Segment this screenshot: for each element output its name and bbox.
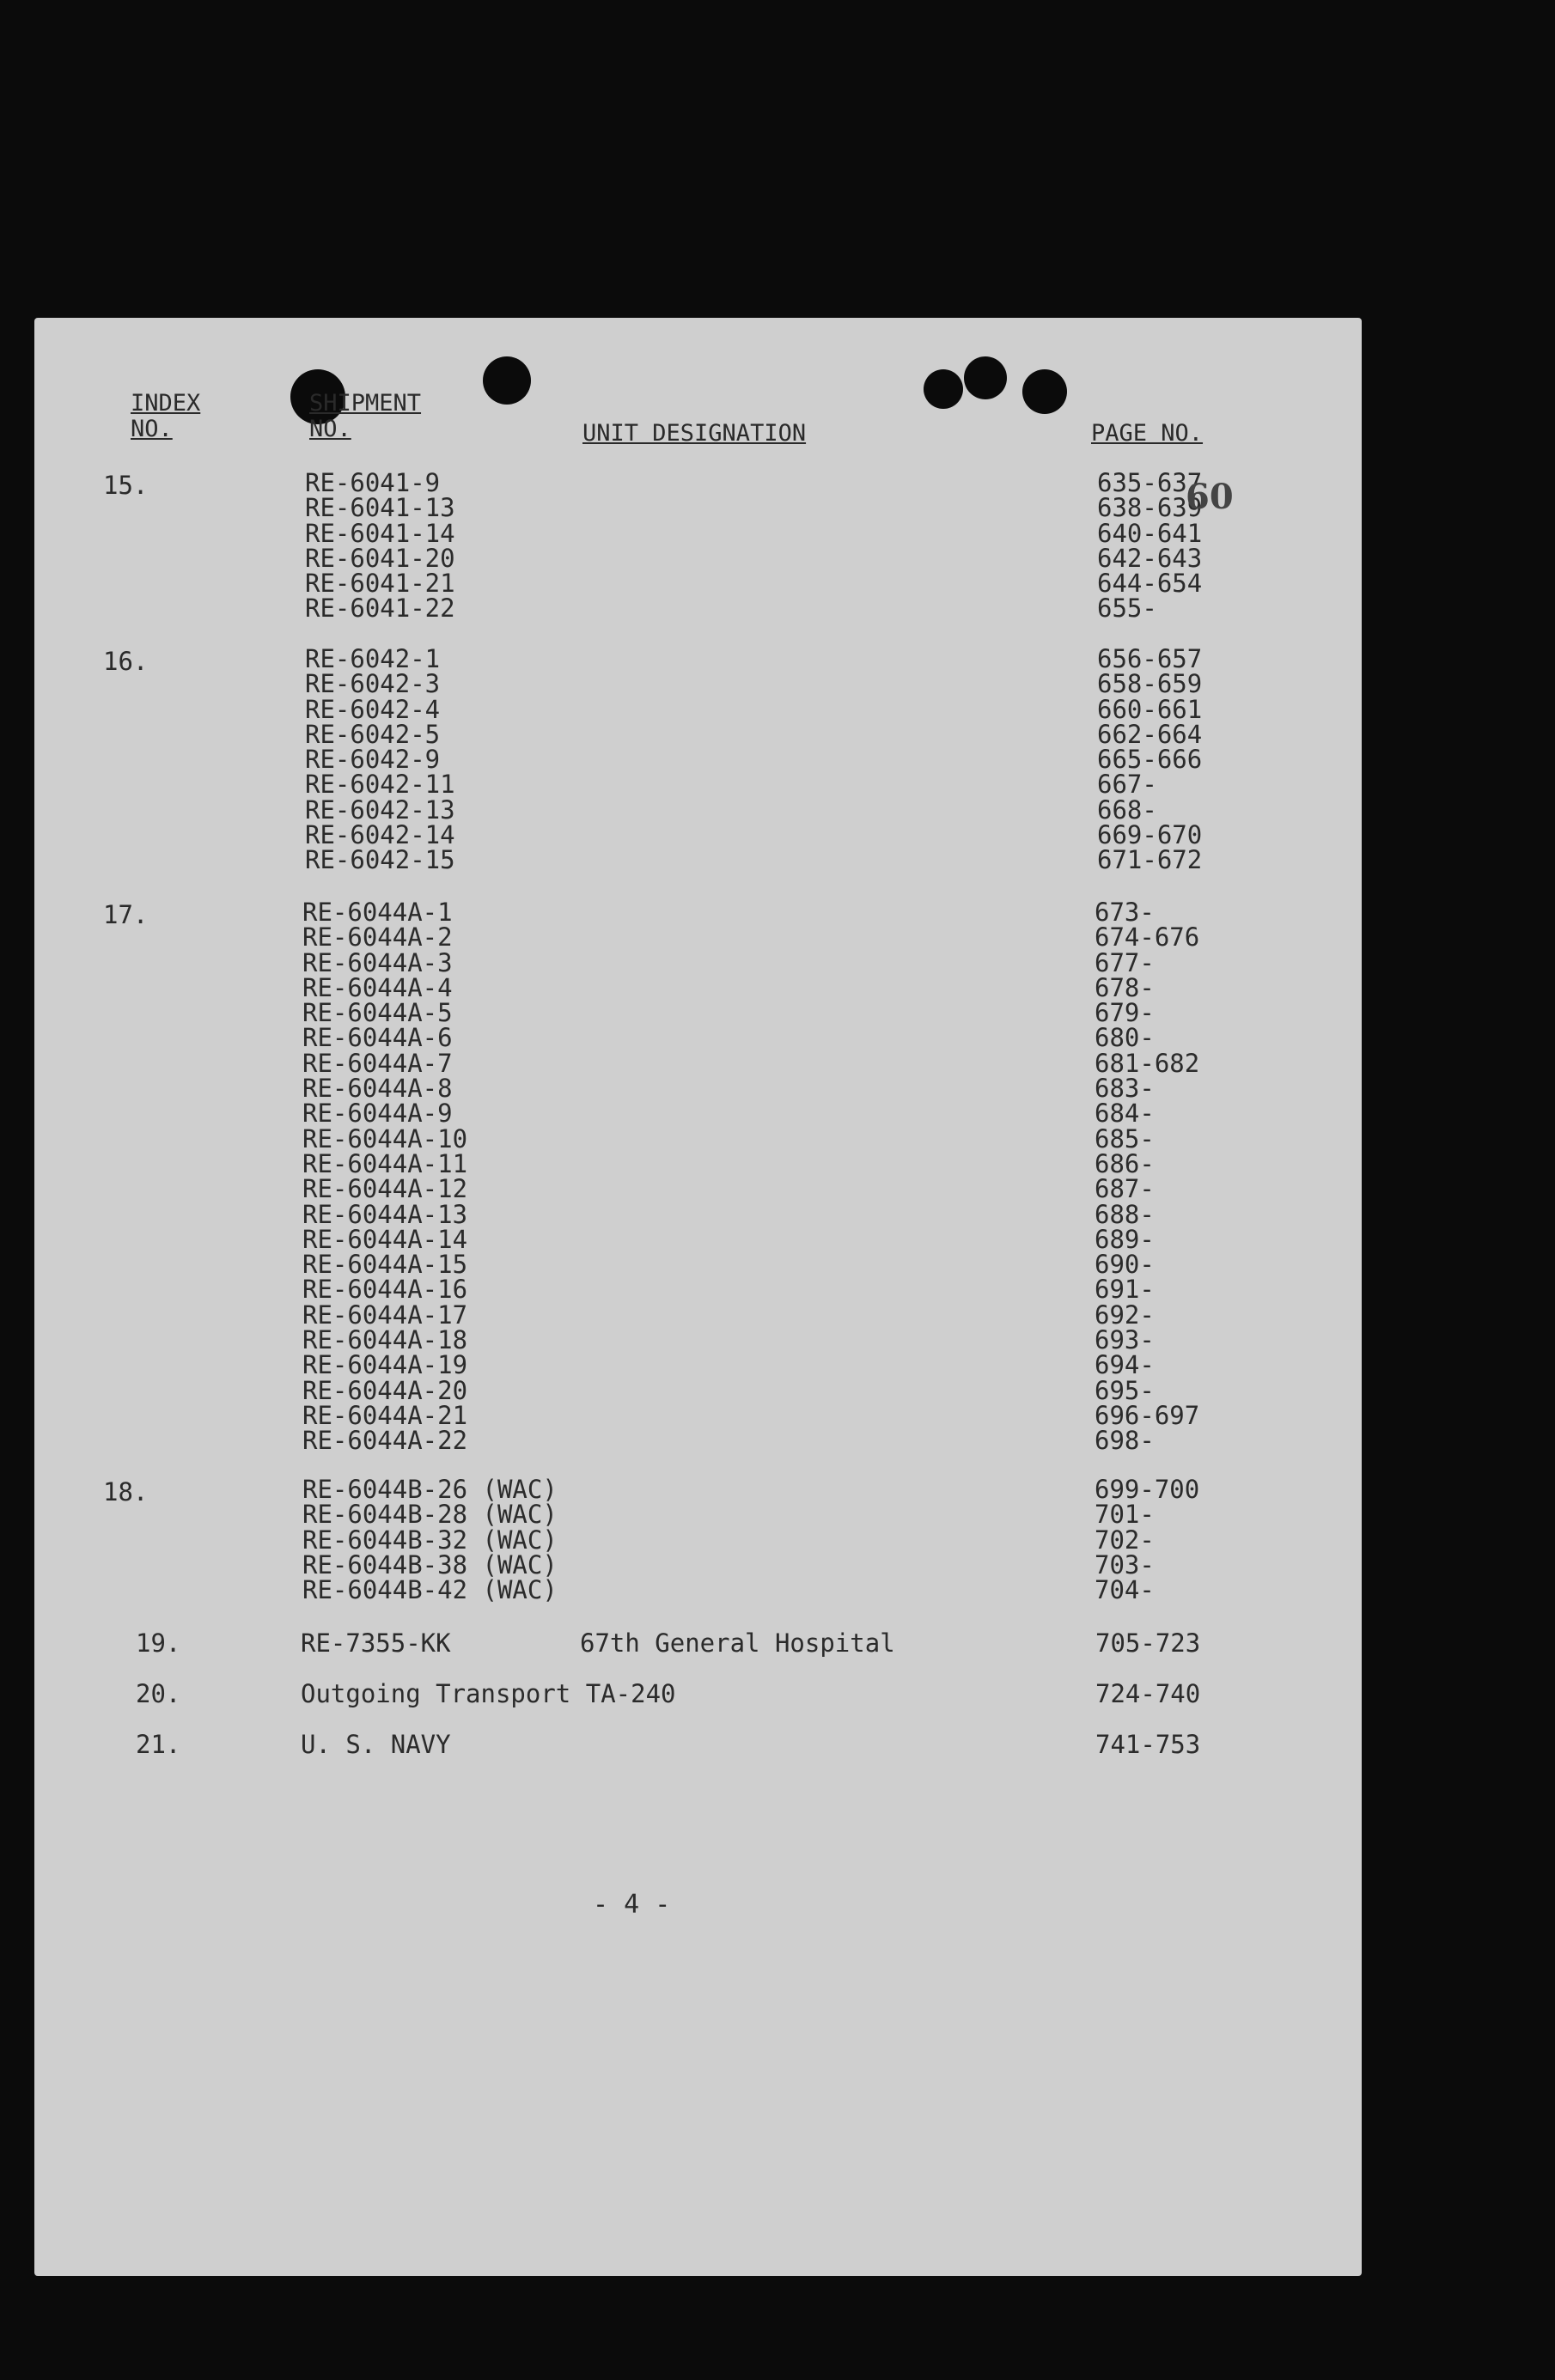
punch-hole [924, 369, 963, 409]
shipment-number: RE-6044A-2 [302, 922, 453, 953]
shipment-number: RE-6044B-38 (WAC) [302, 1549, 558, 1580]
page-range: 665-666 [1097, 745, 1203, 775]
table-row [302, 972, 1299, 1002]
shipment-number: RE-6044A-6 [302, 1023, 453, 1053]
page-range: 673- [1095, 898, 1155, 927]
table-row [302, 900, 1299, 925]
table-row [302, 1250, 1299, 1280]
page-range: 644-654 [1097, 569, 1203, 599]
table-row [302, 1099, 1299, 1129]
page-range: 669-670 [1097, 820, 1203, 850]
shipment-number: RE-6041-21 [305, 569, 455, 599]
page-range: 698- [1095, 1426, 1155, 1456]
shipment-group [302, 900, 1299, 1454]
table-row [302, 1148, 1299, 1178]
punch-hole [964, 356, 1007, 399]
page-range: 638-639 [1097, 493, 1203, 523]
shipment-group [302, 1477, 1299, 1603]
shipment-number: RE-6044A-16 [302, 1275, 468, 1305]
index-number: 21. [136, 1730, 181, 1759]
table-row [302, 1350, 1299, 1380]
table-row [305, 593, 1302, 624]
page-range: 693- [1095, 1325, 1155, 1355]
table-row [302, 1575, 1299, 1605]
table-row [305, 770, 1302, 800]
page-range: 660-661 [1097, 694, 1203, 724]
table-row [302, 1325, 1299, 1355]
index-number: 20. [136, 1679, 181, 1708]
index-number: 15. [103, 471, 149, 500]
header-page-no: PAGE NO. [1091, 420, 1204, 447]
table-row [305, 820, 1302, 850]
shipment-number: RE-6044A-15 [302, 1250, 468, 1280]
table-row [305, 493, 1302, 523]
table-row [302, 1477, 1299, 1502]
shipment-number: RE-6044A-10 [302, 1123, 468, 1153]
table-row [302, 947, 1299, 977]
shipment-number: RE-6041-20 [305, 543, 455, 573]
header-shipment-line2: NO. [309, 416, 351, 442]
shipment-number: RE-6044A-7 [302, 1048, 453, 1078]
page-range: 699-700 [1095, 1475, 1200, 1504]
table-row [305, 543, 1302, 573]
shipment-group [305, 644, 1302, 875]
table-row [302, 1426, 1299, 1456]
shipment-number: Outgoing Transport TA-240 [301, 1679, 676, 1708]
page-range: 684- [1095, 1099, 1155, 1129]
index-number: 19. [136, 1628, 181, 1658]
page-range: 658-659 [1097, 669, 1203, 699]
page-range: 635-637 [1097, 468, 1203, 497]
page-range: 677- [1095, 947, 1155, 977]
page-range: 679- [1095, 998, 1155, 1028]
shipment-number: RE-6044A-12 [302, 1174, 468, 1204]
shipment-number: RE-6042-14 [305, 820, 455, 850]
shipment-number: RE-6044B-26 (WAC) [302, 1475, 558, 1504]
shipment-number: RE-6044A-13 [302, 1199, 468, 1229]
page-range: 741-753 [1095, 1730, 1201, 1759]
punch-hole [483, 356, 531, 405]
page-range: 696-697 [1095, 1400, 1200, 1430]
page-range: 640-641 [1097, 518, 1203, 548]
table-row [302, 1074, 1299, 1104]
shipment-number: RE-6044A-14 [302, 1224, 468, 1254]
page-range: 705-723 [1095, 1628, 1201, 1658]
table-row [302, 1525, 1299, 1555]
page-range: 701- [1095, 1500, 1155, 1530]
table-row [302, 1549, 1299, 1580]
page-range: 642-643 [1097, 543, 1203, 573]
page-range: 695- [1095, 1375, 1155, 1405]
table-row [305, 694, 1302, 724]
page-range: 690- [1095, 1250, 1155, 1280]
page-range: 662-664 [1097, 719, 1203, 749]
shipment-number: RE-6042-13 [305, 794, 455, 825]
shipment-number: RE-6044A-21 [302, 1400, 468, 1430]
page-range: 702- [1095, 1525, 1155, 1555]
shipment-number: RE-6044A-11 [302, 1148, 468, 1178]
header-unit-designation: UNIT DESIGNATION [582, 420, 807, 447]
page-range: 689- [1095, 1224, 1155, 1254]
shipment-number: RE-6041-14 [305, 518, 455, 548]
table-row [302, 1023, 1299, 1053]
page-range: 687- [1095, 1174, 1155, 1204]
shipment-number: U. S. NAVY [301, 1730, 451, 1759]
header-index [131, 391, 200, 442]
shipment-number: RE-6044A-9 [302, 1099, 453, 1129]
table-row [302, 1500, 1299, 1530]
page-range: 686- [1095, 1148, 1155, 1178]
page-range: 683- [1095, 1074, 1155, 1104]
page-range: 678- [1095, 972, 1155, 1002]
index-number: 16. [103, 647, 149, 676]
shipment-number: RE-6042-4 [305, 694, 441, 724]
page-range: 692- [1095, 1300, 1155, 1330]
shipment-number: RE-6044B-42 (WAC) [302, 1575, 558, 1605]
shipment-number: RE-6044B-32 (WAC) [302, 1525, 558, 1555]
header-shipment [309, 391, 421, 442]
shipment-number: RE-6044A-17 [302, 1300, 468, 1330]
table-row [305, 669, 1302, 699]
page-range: 668- [1097, 794, 1157, 825]
index-number: 17. [103, 900, 149, 929]
page-range: 704- [1095, 1575, 1155, 1605]
table-row [305, 745, 1302, 775]
shipment-number: RE-6044A-5 [302, 998, 453, 1028]
table-row [302, 998, 1299, 1028]
punch-hole [1022, 369, 1067, 414]
table-row [302, 1300, 1299, 1330]
table-row [302, 1224, 1299, 1254]
stamp-number: 60 [1186, 477, 1234, 517]
shipment-number: RE-6042-1 [305, 644, 441, 673]
page-range: 656-657 [1097, 644, 1203, 673]
table-row [302, 1375, 1299, 1405]
shipment-number: RE-6044A-8 [302, 1074, 453, 1104]
shipment-number: RE-6041-13 [305, 493, 455, 523]
page-number: - 4 - [593, 1890, 671, 1920]
page-range: 688- [1095, 1199, 1155, 1229]
index-number: 18. [103, 1477, 149, 1507]
shipment-number: RE-6044A-1 [302, 898, 453, 927]
table-row [302, 1123, 1299, 1153]
shipment-number: RE-6044A-18 [302, 1325, 468, 1355]
table-row [305, 719, 1302, 749]
table-row [302, 1275, 1299, 1305]
shipment-number: RE-6042-5 [305, 719, 441, 749]
shipment-number: RE-6042-11 [305, 770, 455, 800]
table-row [302, 1048, 1299, 1078]
page-range: 694- [1095, 1350, 1155, 1380]
page-range: 681-682 [1095, 1048, 1200, 1078]
page-range: 691- [1095, 1275, 1155, 1305]
page-range: 667- [1097, 770, 1157, 800]
header-index-line1: INDEX [131, 390, 201, 417]
page-range: 680- [1095, 1023, 1155, 1053]
table-row [305, 845, 1302, 875]
shipment-number: RE-6041-9 [305, 468, 441, 497]
shipment-number: RE-7355-KK [301, 1628, 451, 1658]
table-row [305, 569, 1302, 599]
shipment-number: RE-6044B-28 (WAC) [302, 1500, 558, 1530]
header-shipment-line1: SHIPMENT [309, 390, 422, 417]
table-row [305, 468, 1302, 497]
shipment-number: RE-6042-9 [305, 745, 441, 775]
page-range: 703- [1095, 1549, 1155, 1580]
header-index-line2: NO. [131, 416, 173, 442]
shipment-number: RE-6044A-19 [302, 1350, 468, 1380]
table-row [305, 644, 1302, 673]
table-row [302, 922, 1299, 953]
table-row [305, 794, 1302, 825]
shipment-number: RE-6042-3 [305, 669, 441, 699]
shipment-number: RE-6044A-22 [302, 1426, 468, 1456]
table-row [302, 1400, 1299, 1430]
shipment-number: RE-6044A-20 [302, 1375, 468, 1405]
shipment-number: RE-6042-15 [305, 845, 455, 875]
page-range: 724-740 [1095, 1679, 1201, 1708]
table-row [305, 518, 1302, 548]
shipment-group [305, 468, 1302, 624]
shipment-number: RE-6041-22 [305, 593, 455, 624]
page-range: 671-672 [1097, 845, 1203, 875]
table-row [302, 1174, 1299, 1204]
table-row [302, 1199, 1299, 1229]
unit-designation: 67th General Hospital [580, 1628, 895, 1658]
shipment-number: RE-6044A-4 [302, 972, 453, 1002]
page-range: 685- [1095, 1123, 1155, 1153]
page-range: 674-676 [1095, 922, 1200, 953]
page-range: 655- [1097, 593, 1157, 624]
shipment-number: RE-6044A-3 [302, 947, 453, 977]
